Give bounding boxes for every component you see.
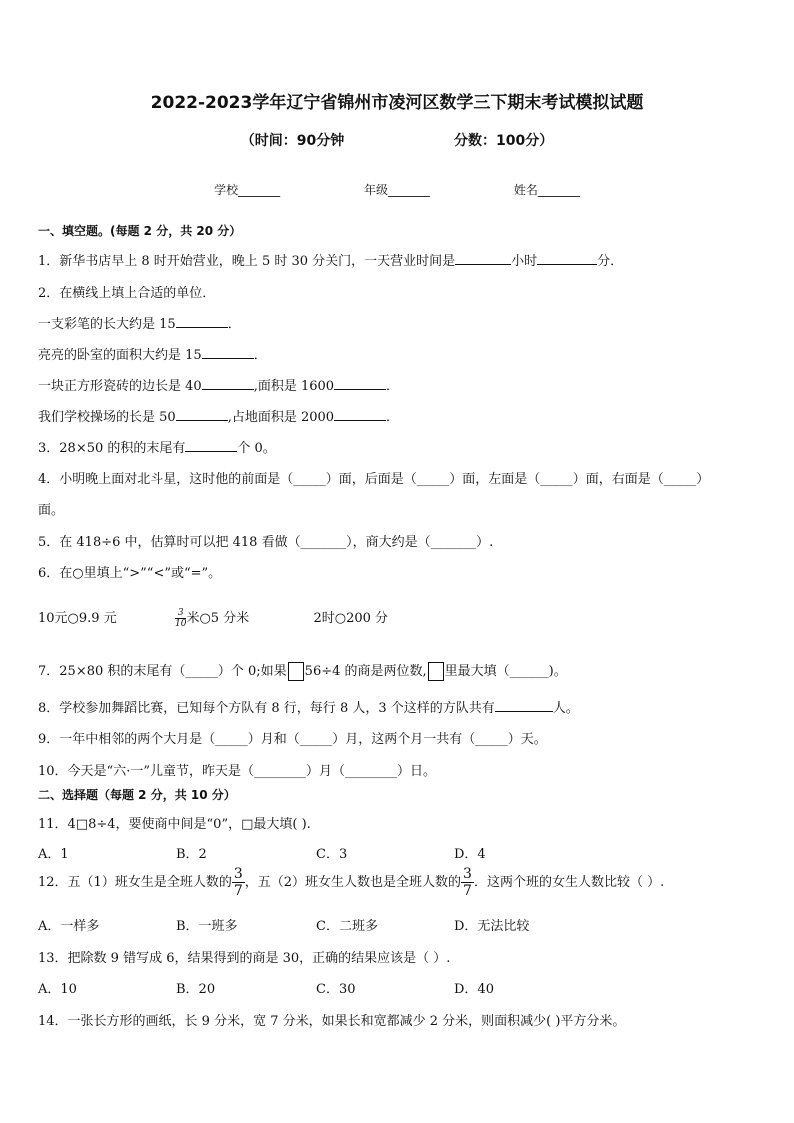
option-11-b: B．2 — [176, 847, 207, 862]
answer-blank — [176, 315, 228, 328]
option-12-c: C．二班多 — [316, 919, 378, 934]
option-13-c: C．30 — [316, 982, 356, 997]
answer-box — [428, 662, 444, 681]
answer-blank — [537, 252, 597, 265]
question-3: 3．28×50 的积的末尾有 个 0。 — [38, 441, 276, 456]
section-multiple-choice: 二、选择题（每题 2 分，共 10 分） — [38, 788, 236, 802]
answer-blank — [455, 252, 511, 265]
fraction: $\frac{3}{7}$ — [233, 866, 243, 899]
option-12-b: B．一班多 — [176, 919, 238, 934]
question-6-comparisons — [38, 607, 388, 629]
option-11-d: D．4 — [454, 847, 486, 862]
answer-blank — [202, 377, 254, 390]
grade-field: 年级_______ — [363, 183, 430, 197]
student-info — [0, 181, 794, 198]
option-12-a: A．一样多 — [38, 919, 100, 934]
question-5: 5．在 418÷6 中，估算时可以把 418 看做（_______），商大约是（_______）. — [38, 535, 494, 550]
page-title: 2022-2023学年辽宁省锦州市凌河区数学三下期末考试模拟试题 — [150, 93, 644, 113]
fraction: $\frac{3}{7}$ — [463, 866, 472, 899]
question-8: 8．学校参加舞蹈比赛，已知每个方队有 8 行，每行 8 人，3 个这样的方队共有 人。 — [38, 701, 579, 716]
question-1: 1．新华书店早上 8 时开始营业，晚上 5 时 30 分关门，一天营业时间是 小时 分． — [38, 254, 624, 269]
answer-blank — [334, 377, 386, 390]
option-13-b: B．20 — [176, 982, 216, 997]
fraction: $\frac{3}{10}$ — [174, 608, 187, 629]
question-6: 6．在○里填上“>”“<”或“=”。 — [38, 566, 222, 581]
question-2-line-2: 亮亮的卧室的面积大约是 15 ． — [38, 348, 267, 363]
option-13-d: D．40 — [454, 982, 494, 997]
option-11-a: A．1 — [38, 847, 69, 862]
section-fill-in: 一、填空题。(每题 2 分，共 20 分） — [38, 224, 242, 238]
question-14: 14．一张长方形的画纸，长 9 分米，宽 7 分米，如果长和宽都减少 2 分米，则面积减少( )平方分米。 — [38, 1014, 626, 1029]
answer-blank — [176, 408, 228, 421]
answer-box — [288, 662, 304, 681]
option-11-c: C．3 — [316, 847, 348, 862]
comparison-2: $\frac{3}{10}$ 米○5 分米 — [174, 608, 250, 629]
question-2-line-1: 一支彩笔的长大约是 15 ． — [38, 317, 241, 332]
question-4: 4．小明晚上面对北斗星，这时他的前面是（_____）面，后面是（_____）面，左面是（_____）面，右面是（_____） — [38, 472, 710, 487]
exam-meta — [0, 130, 794, 150]
question-10: 10．今天是“六·一”儿童节，昨天是（________）月（________）日。 — [38, 764, 436, 779]
question-13: 13．把除数 9 错写成 6，结果得到的商是 30，正确的结果应该是（ ）. — [38, 951, 451, 966]
option-12-d: D．无法比较 — [454, 919, 530, 934]
question-9: 9．一年中相邻的两个大月是（_____）月和（_____）月，这两个月一共有（_____）天。 — [38, 732, 547, 747]
school-field: 学校_______ — [214, 183, 281, 197]
question-2-line-3: 一块正方形瓷砖的边长是 40 ,面积是 1600 ． — [38, 379, 400, 394]
exam-time: （时间：90分钟 — [240, 133, 345, 149]
comparison-1: 10元○9.9 元 — [38, 611, 117, 626]
answer-blank — [185, 439, 237, 452]
answer-blank — [202, 346, 254, 359]
answer-blank — [334, 408, 386, 421]
exam-score: 分数：100分） — [454, 133, 554, 149]
question-12: 12．五（1）班女生是全班人数的 $\frac{3}{7}$ ，五（2）班女生人数也是全班人数的 $\frac{3}{7}$ ．这两个班的女生人数比较（ ）. — [38, 866, 665, 899]
question-7: 7．25×80 积的末尾有（_____）个 0;如果 56÷4 的商是两位数, 里最大填（______)。 — [38, 664, 567, 679]
question-4-continued: 面。 — [38, 503, 65, 518]
question-2: 2．在横线上填上合适的单位． — [38, 286, 216, 301]
answer-blank — [495, 699, 553, 712]
comparison-3: 2时○200 分 — [313, 611, 389, 626]
question-2-line-4: 我们学校操场的长是 50 ,占地面积是 2000 ． — [38, 410, 400, 425]
name-field: 姓名_______ — [513, 183, 580, 197]
option-13-a: A．10 — [38, 982, 77, 997]
question-11: 11．4□8÷4，要使商中间是“0”，□最大填( ). — [38, 817, 311, 832]
